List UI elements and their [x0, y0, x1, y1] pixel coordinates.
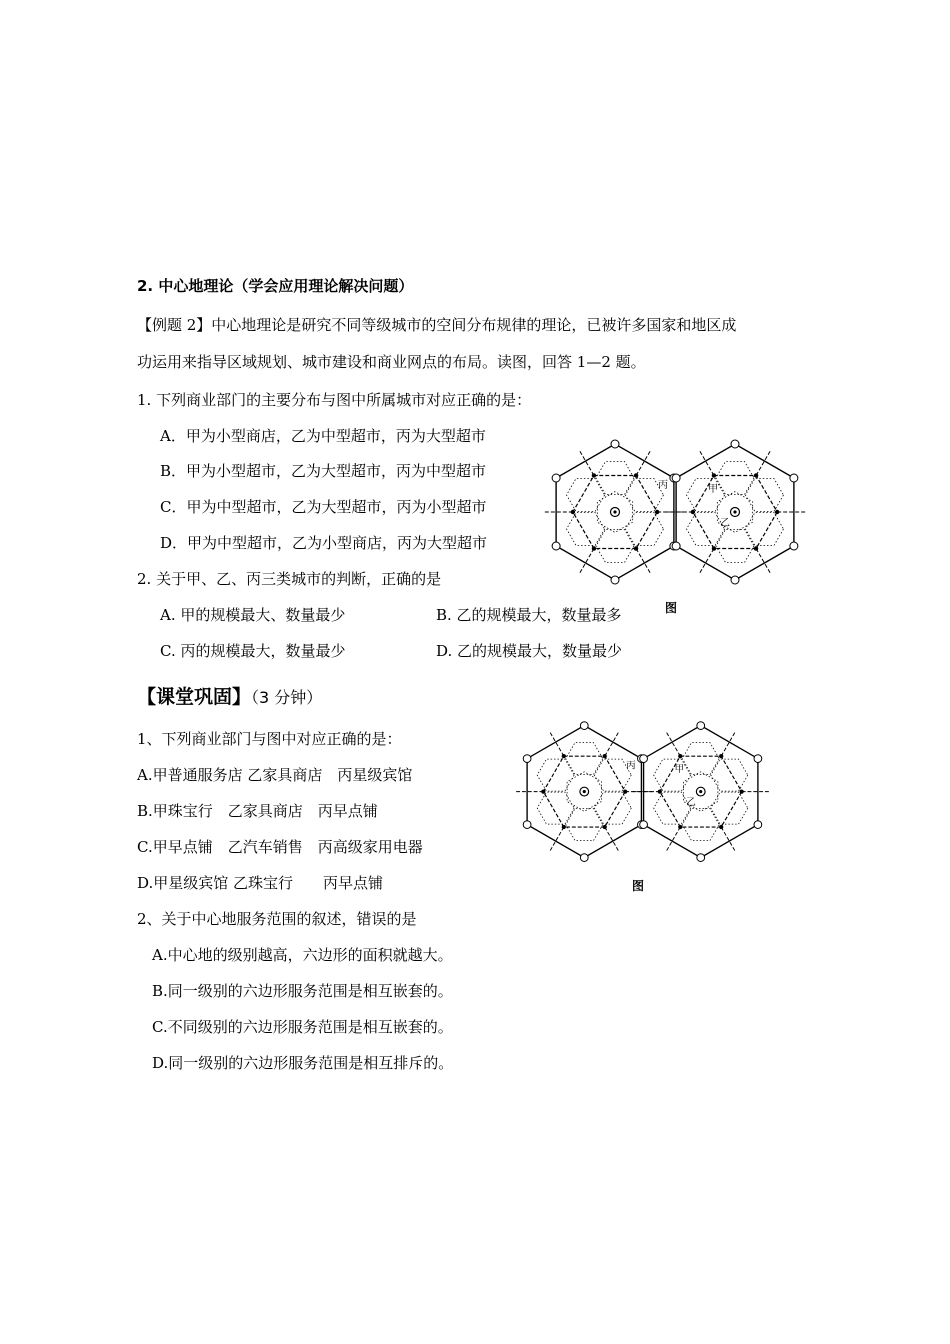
- middle-order-center-marker: [603, 754, 607, 758]
- central-city-dot: [699, 790, 702, 793]
- high-order-center-marker: [552, 474, 560, 482]
- label-yi: 乙: [720, 518, 730, 529]
- small-hexagon: [625, 513, 663, 546]
- high-order-center-marker: [697, 854, 705, 862]
- consolidation-question-1-stem: 1、下列商业部门与图中对应正确的是：: [137, 730, 402, 748]
- consolidation-question-1-option-c: C.甲早点铺 乙汽车销售 丙高级家用电器: [137, 838, 423, 856]
- central-place-diagram-2: [510, 712, 775, 877]
- high-order-center-marker: [523, 755, 531, 763]
- figure-caption: 图: [665, 601, 678, 615]
- high-order-center-marker: [731, 440, 739, 448]
- question-2-option-d: D. 乙的规模最大，数量最少: [436, 642, 623, 660]
- small-hexagon: [654, 759, 691, 791]
- question-1-option-b: B．甲为小型超市，乙为大型超市，丙为中型超市: [160, 462, 487, 480]
- small-hexagon: [745, 479, 783, 512]
- consolidation-question-1-option-b: B.甲珠宝行 乙家具商店 丙早点铺: [137, 802, 378, 820]
- consolidation-question-1-option-d: D.甲星级宾馆 乙珠宝行 丙早点铺: [137, 874, 384, 892]
- small-hexagon: [567, 479, 605, 512]
- middle-order-center-marker: [592, 546, 596, 550]
- consolidation-question-2-option-a: A.中心地的级别越高，六边形的面积就越大。: [152, 946, 453, 964]
- label-bing: 丙: [626, 760, 636, 772]
- small-hexagon: [745, 513, 783, 546]
- consolidation-title: 【课堂巩固】: [137, 686, 252, 708]
- question-1-option-a: A．甲为小型商店，乙为中型超市，丙为大型超市: [160, 427, 486, 445]
- high-order-center-marker: [611, 440, 619, 448]
- question-2-stem: 2. 关于甲、乙、丙三类城市的判断，正确的是: [137, 570, 442, 588]
- label-yi: 乙: [686, 797, 696, 809]
- label-jia: 甲: [674, 764, 685, 776]
- high-order-center-marker: [580, 722, 588, 730]
- consolidation-heading: [137, 687, 322, 708]
- small-hexagon: [687, 479, 725, 512]
- small-hexagon: [711, 759, 748, 791]
- section-heading: 2. 中心地理论（学会应用理论解决问题）: [137, 277, 414, 295]
- question-2-option-a: A. 甲的规模最大、数量最少: [160, 606, 346, 624]
- central-place-diagram: [540, 430, 810, 600]
- figure-caption-2: 图: [632, 879, 645, 893]
- middle-order-center-marker: [678, 754, 682, 758]
- label-jia: 甲: [708, 484, 718, 495]
- high-order-center-marker: [790, 542, 798, 550]
- consolidation-question-2-option-b: B.同一级别的六边形服务范围是相互嵌套的。: [152, 982, 453, 1000]
- central-city-dot: [733, 510, 736, 513]
- label-bing: 丙: [658, 480, 668, 491]
- high-order-center-marker: [611, 576, 619, 584]
- consolidation-duration: （3 分钟）: [251, 688, 323, 707]
- high-order-center-marker: [790, 474, 798, 482]
- example-text-line-1: 【例题 2】中心地理论是研究不同等级城市的空间分布规律的理论，已被许多国家和地区成: [137, 316, 737, 334]
- small-hexagon: [711, 792, 748, 824]
- high-order-center-marker: [672, 474, 680, 482]
- middle-order-center-marker: [634, 546, 638, 550]
- central-city-dot: [613, 510, 616, 513]
- small-hexagon: [682, 809, 719, 841]
- small-hexagon: [537, 759, 574, 791]
- consolidation-question-2-stem: 2、关于中心地服务范围的叙述，错误的是: [137, 910, 417, 928]
- small-hexagon: [596, 530, 634, 563]
- small-hexagon: [566, 809, 603, 841]
- consolidation-question-2-option-d: D.同一级别的六边形服务范围是相互排斥的。: [152, 1054, 454, 1072]
- middle-order-center-marker: [719, 754, 723, 758]
- consolidation-question-2-option-c: C.不同级别的六边形服务范围是相互嵌套的。: [152, 1018, 453, 1036]
- high-order-center-marker: [731, 576, 739, 584]
- middle-order-center-marker: [712, 546, 716, 550]
- high-order-center-marker: [754, 755, 762, 763]
- high-order-center-marker: [672, 542, 680, 550]
- high-order-center-marker: [523, 821, 531, 829]
- small-hexagon: [716, 530, 754, 563]
- central-city-dot: [583, 790, 586, 793]
- question-1-option-c: C．甲为中型超市，乙为大型超市，丙为小型超市: [160, 498, 487, 516]
- high-order-center-marker: [754, 821, 762, 829]
- example-text-line-2: 功运用来指导区域规划、城市建设和商业网点的布局。读图，回答 1—2 题。: [137, 353, 646, 371]
- high-order-center-marker: [552, 542, 560, 550]
- question-2-option-c: C. 丙的规模最大，数量最少: [160, 642, 346, 660]
- high-order-center-marker: [580, 854, 588, 862]
- question-2-option-b: B. 乙的规模最大，数量最多: [436, 606, 622, 624]
- middle-order-center-marker: [754, 546, 758, 550]
- question-1-option-d: D．甲为中型超市，乙为小型商店，丙为大型超市: [160, 534, 488, 552]
- high-order-center-marker: [640, 755, 648, 763]
- consolidation-question-1-option-a: A.甲普通服务店 乙家具商店 丙星级宾馆: [137, 766, 413, 784]
- high-order-center-marker: [697, 722, 705, 730]
- small-hexagon: [594, 792, 631, 824]
- question-1-stem: 1. 下列商业部门的主要分布与图中所属城市对应正确的是：: [137, 391, 532, 409]
- high-order-center-marker: [640, 821, 648, 829]
- middle-order-center-marker: [562, 754, 566, 758]
